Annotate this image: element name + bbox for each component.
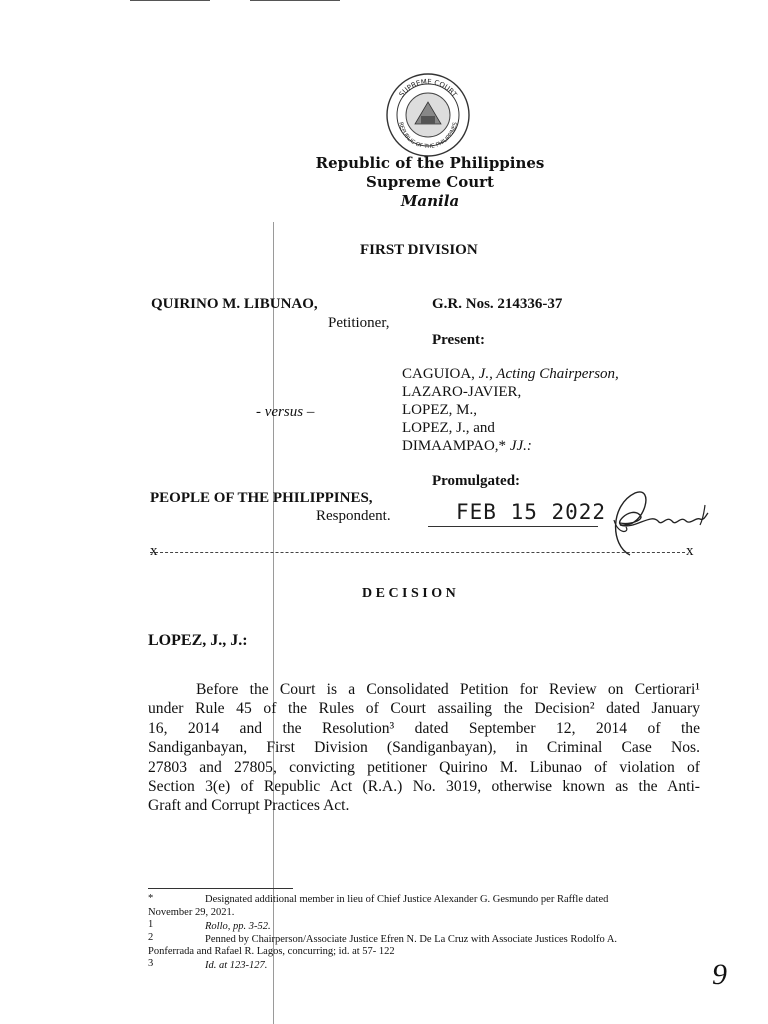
justice-name: DIMAAMPAO,* [402,438,510,454]
justice-name: CAGUIOA, [402,366,479,382]
justice-name: LAZARO-JAVIER, [402,384,522,400]
seal-text-bottom: REPUBLIC OF THE PHILIPPINES [397,121,459,151]
respondent-name: PEOPLE OF THE PHILIPPINES, [150,490,373,506]
justice-designation: JJ.: [509,438,532,454]
petitioner-role: Petitioner, [328,315,390,331]
justice-line [402,366,619,383]
footnote-mark: * [148,893,154,904]
division-title: FIRST DIVISION [360,242,478,258]
scan-artifact-line [130,0,210,1]
footnote-text: Rollo, pp. 3-52. [205,921,271,932]
footnote-text: Designated additional member in lieu of Chief Justice Alexander G. Gesmundo per Raffle dated [205,894,609,905]
respondent-role: Respondent. [316,508,391,524]
body-line: Section 3(e) of Republic Act (R.A.) No. 3019, otherwise known as the Anti- [148,778,700,796]
body-line: Before the Court is a Consolidated Petition for Review on Certiorari¹ [196,681,700,698]
body-line: Sandiganbayan, First Division (Sandiganbayan), in Criminal Case Nos. [148,739,700,757]
body-line: 16, 2014 and the Resolution³ dated September 12, 2014 of the [148,719,700,737]
footnote-text: Ponferrada and Rafael R. Lagos, concurring; id. at 57- 122 [148,946,395,957]
ponente: LOPEZ, J., J.: [148,632,248,649]
gr-number: G.R. Nos. 214336-37 [432,296,563,312]
handwritten-page-number: 9 [712,958,727,991]
supreme-court-seal [385,72,471,158]
footnote-rule [148,888,293,889]
justice-line [402,438,532,455]
present-label: Present: [432,332,486,348]
header-manila: Manila [400,192,460,210]
justice-name: LOPEZ, J., and [402,420,495,436]
header-supreme-court: Supreme Court [366,173,494,191]
header-republic: Republic of the Philippines [315,154,545,172]
rule-x-right: x [686,543,694,559]
justice-line [402,420,495,437]
promulgated-date-stamp: FEB 15 2022 [456,500,607,524]
body-line: under Rule 45 of the Rules of Court assailing the Decision² dated January [148,700,700,718]
footnote-mark: 3 [148,958,154,969]
decision-title: D E C I S I O N [362,586,456,601]
seal-text-top: SUPREME COURT [397,77,459,99]
footnote-mark: 1 [148,919,154,930]
stamp-underline [428,526,598,527]
footnote-text: Penned by Chairperson/Associate Justice Efren N. De La Cruz with Associate Justices Rodolfo A. [205,934,618,945]
caption-divider [150,552,685,553]
justice-line [402,402,477,419]
body-line: 27803 and 27805, convicting petitioner Quirino M. Libunao of violation of [148,758,700,776]
body-line: Graft and Corrupt Practices Act. [148,797,350,815]
promulgated-label: Promulgated: [432,473,521,489]
rule-x-left: x [150,543,158,559]
scan-artifact-line [250,0,340,1]
petitioner-name: QUIRINO M. LIBUNAO, [151,296,318,312]
footnote-mark: 2 [148,932,154,943]
footnote-text: November 29, 2021. [148,907,235,918]
body-paragraph [148,680,700,816]
versus-label: - versus – [256,404,315,420]
justice-line [402,384,521,401]
justice-name: LOPEZ, M., [402,402,477,418]
footnote-text: Id. at 123-127. [205,960,268,971]
justice-designation: J., Acting Chairperson, [478,366,619,382]
